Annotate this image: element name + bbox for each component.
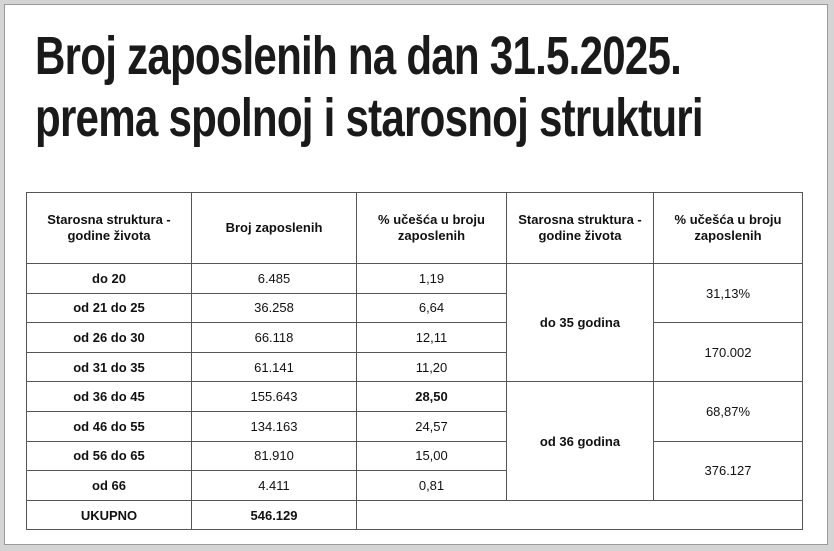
row-age: od 56 do 65 — [27, 441, 192, 471]
header-share-percent: % učešća u broju zaposlenih — [357, 193, 507, 264]
row-age: od 66 — [27, 471, 192, 501]
group-count: 376.127 — [654, 441, 803, 500]
row-age: od 46 do 55 — [27, 411, 192, 441]
row-count: 81.910 — [192, 441, 357, 471]
row-percent: 15,00 — [357, 441, 507, 471]
group-label: do 35 godina — [507, 264, 654, 382]
header-age-structure: Starosna struktura - godine života — [27, 193, 192, 264]
table-row — [27, 382, 803, 412]
row-count: 66.118 — [192, 323, 357, 353]
header-age-group: Starosna struktura - godine života — [507, 193, 654, 264]
row-count: 155.643 — [192, 382, 357, 412]
total-empty-cell — [357, 500, 803, 530]
row-age: od 36 do 45 — [27, 382, 192, 412]
row-age: od 31 do 35 — [27, 352, 192, 382]
row-count: 61.141 — [192, 352, 357, 382]
row-percent: 1,19 — [357, 264, 507, 294]
row-percent: 28,50 — [357, 382, 507, 412]
title-line-1: Broj zaposlenih na dan 31.5.2025. — [35, 26, 682, 86]
row-percent: 6,64 — [357, 293, 507, 323]
header-employee-count: Broj zaposlenih — [192, 193, 357, 264]
row-count: 36.258 — [192, 293, 357, 323]
table-header-row — [27, 193, 803, 264]
page-title — [35, 25, 703, 149]
group-label: od 36 godina — [507, 382, 654, 500]
row-age: od 21 do 25 — [27, 293, 192, 323]
row-percent: 24,57 — [357, 411, 507, 441]
total-row — [27, 500, 803, 530]
group-percent: 68,87% — [654, 382, 803, 441]
row-percent: 0,81 — [357, 471, 507, 501]
table-row — [27, 323, 803, 353]
row-count: 6.485 — [192, 264, 357, 294]
row-age: od 26 do 30 — [27, 323, 192, 353]
total-label: UKUPNO — [27, 500, 192, 530]
row-age: do 20 — [27, 264, 192, 294]
table-row — [27, 264, 803, 294]
title-line-2: prema spolnoj i starosnoj strukturi — [35, 88, 703, 148]
employees-table — [26, 192, 803, 530]
total-count: 546.129 — [192, 500, 357, 530]
header-group-share-percent: % učešća u broju zaposlenih — [654, 193, 803, 264]
row-percent: 11,20 — [357, 352, 507, 382]
group-count: 170.002 — [654, 323, 803, 382]
row-count: 134.163 — [192, 411, 357, 441]
row-percent: 12,11 — [357, 323, 507, 353]
row-count: 4.411 — [192, 471, 357, 501]
table-row — [27, 441, 803, 471]
group-percent: 31,13% — [654, 264, 803, 323]
